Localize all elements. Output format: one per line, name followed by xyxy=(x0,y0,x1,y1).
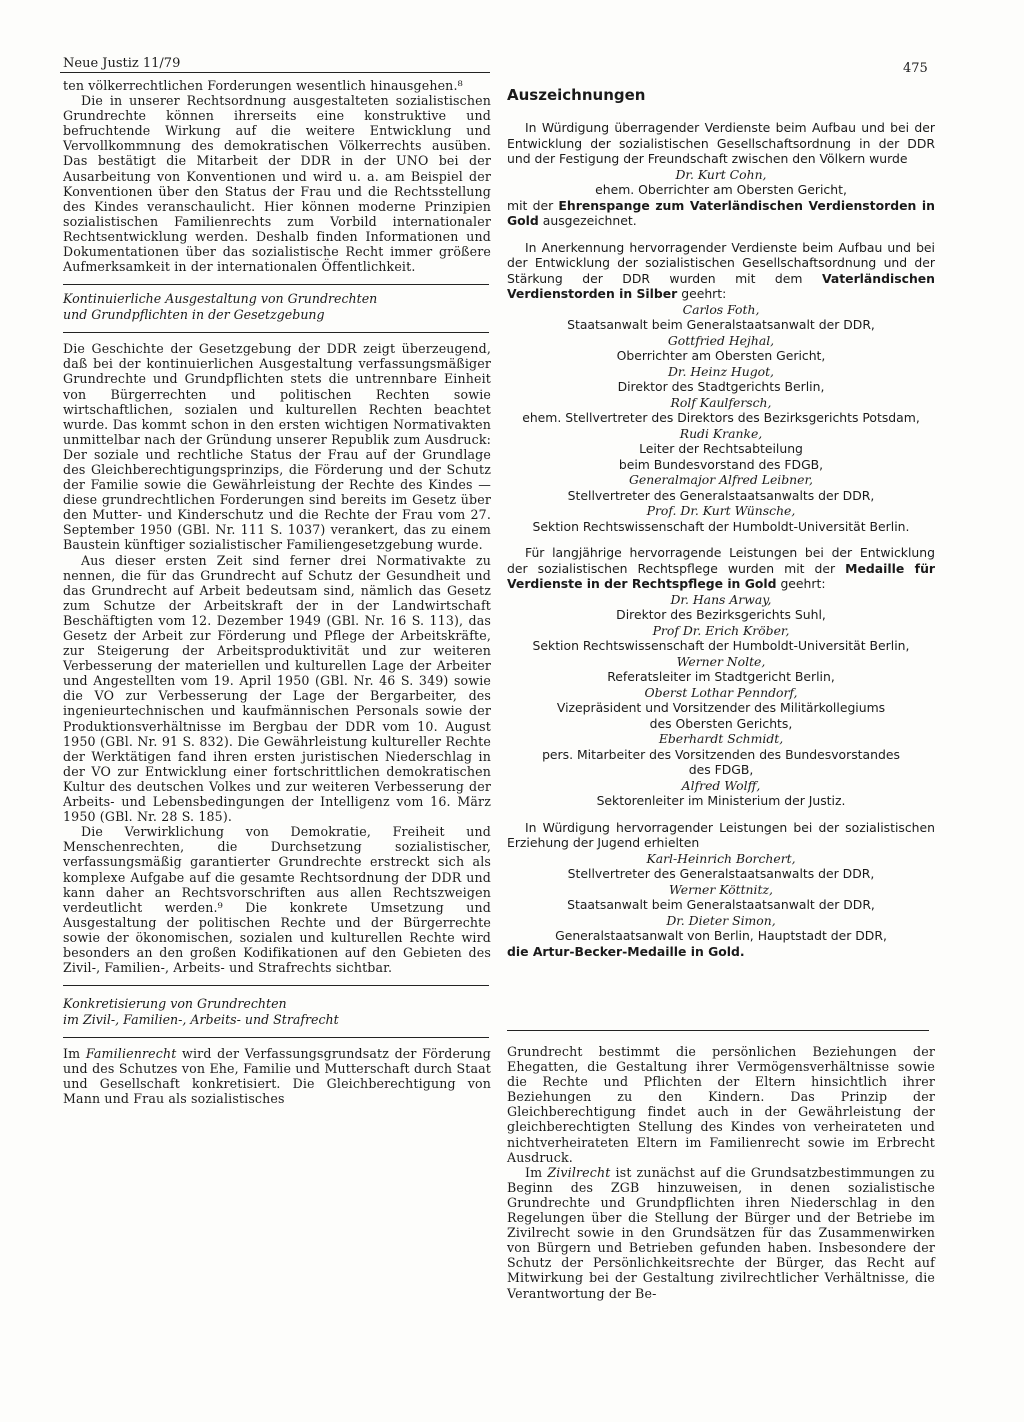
header-rule xyxy=(60,72,490,73)
award-intro: In Würdigung überragender Verdienste beim Aufbau und bei der Entwicklung der sozialistischen Gesellschaftsordnung in der DDR und der Festigung der Freundschaft zwischen den Völkern wurde xyxy=(507,120,935,166)
subheading-line: im Zivil-, Familien-, Arbeits- und Strafrecht xyxy=(63,1011,339,1027)
term-zivilrecht: Zivilrecht xyxy=(547,1164,611,1180)
recipient-role: Staatsanwalt beim Generalstaatsanwalt der DDR, xyxy=(567,897,875,912)
recipient-role: Staatsanwalt beim Generalstaatsanwalt der DDR, xyxy=(567,317,875,332)
journal-header: Neue Justiz 11/79 xyxy=(63,56,181,71)
paragraph: Die Verwirklichung von Demokratie, Freiheit und Menschenrechten, die Durchsetzung sozialistischer, verfassungsmäßig garantierter Grundrechte erstreckt sich als komplexe Aufgabe auf die gesamte Rechtsordnung der DDR und kann daher an Rechtsvorschriften aus allen Rechtszweigen verdeutlicht werden.⁹ Die konkrete Umsetzung und Ausgestaltung der politischen Rechte und der Bürgerrechte sowie der ökonomischen, sozialen und kulturellen Rechte wird besonders an den großen Kodifikationen auf den Gebieten des Zivil-, Familien-, Arbeits- und Strafrechts sichtbar. xyxy=(63,824,491,976)
recipient-role: des Obersten Gerichts, xyxy=(649,715,793,731)
recipient-role: Sektion Rechtswissenschaft der Humboldt-Universität Berlin, xyxy=(532,638,910,653)
paragraph: Die in unserer Rechtsordnung ausgestalteten sozialistischen Grundrechte können ihrerseits eine konstruktive und befruchtende Wirkung auf die weitere Entwicklung und Vervollkommnung des demokratischen Völkerrechts ausüben. Das bestätigt die Mitarbeit der DDR in der UNO bei der Ausarbeitung von Konventionen und wird u. a. am Beispiel der Konventionen über den Status der Frau und die Rechtsstellung des Kindes veranschaulicht. Hier können moderne Prinzipien sozialistischen Familienrechts zum Vorbild internationaler Rechtsentwicklung werden. Deshalb finden Informationen und Dokumentationen über das sozialistische Recht immer größere Aufmerksamkeit in der internationalen Öffentlichkeit. xyxy=(63,93,491,275)
recipient-name: Generalmajor Alfred Leibner, xyxy=(628,472,813,487)
recipient-role: Stellvertreter des Generalstaatsanwalts der DDR, xyxy=(567,866,875,881)
award-name: Dr. Kurt Cohn, xyxy=(675,166,767,182)
recipient-role: Generalstaatsanwalt von Berlin, Hauptstadt der DDR, xyxy=(555,928,887,943)
recipient-role: beim Bundesvorstand des FDGB, xyxy=(618,456,824,472)
section-rule xyxy=(63,1037,489,1038)
recipient-role: Vizepräsident und Vorsitzender des Militärkollegiums xyxy=(556,700,886,715)
recipient-name: Karl-Heinrich Borchert, xyxy=(646,850,796,866)
award-outro: mit der Ehrenspange zum Vaterländischen Verdienstorden in Gold ausgezeichnet. xyxy=(507,197,935,228)
recipient-name: Eberhardt Schmidt, xyxy=(658,731,784,746)
recipient-name: Werner Nolte, xyxy=(676,653,766,669)
section-title: Auszeichnungen xyxy=(507,86,646,104)
recipient-name: Prof Dr. Erich Kröber, xyxy=(652,622,790,638)
recipient-list xyxy=(507,302,935,535)
recipient-role: Sektorenleiter im Ministerium der Justiz. xyxy=(596,793,846,808)
recipient-name: Carlos Foth, xyxy=(682,301,760,317)
paragraph: Im Familienrecht wird der Verfassungsgrundsatz der Förderung und des Schutzes von Ehe, Familie und Mutterschaft durch Staat und Gesellschaft konkretisiert. Die Gleichberechtigung von Mann und Frau als sozialistisches xyxy=(63,1046,491,1107)
section-rule xyxy=(507,1030,929,1031)
award-outro xyxy=(507,944,935,960)
award-intro: Für langjährige hervorragende Leistungen bei der Entwicklung der sozialistischen Rechtspflege wurden mit der Medaille für Verdienste in der Rechtspflege in Gold geehrt: xyxy=(507,545,936,591)
recipient-name: Prof. Dr. Kurt Wünsche, xyxy=(646,503,796,518)
section-rule xyxy=(63,284,489,285)
award-title: Medaille für Verdienste in der Rechtspflege in Gold xyxy=(507,560,936,591)
award-title: Ehrenspange zum Vaterländischen Verdienstorden in Gold xyxy=(507,197,935,228)
recipient-role: Leiter der Rechtsabteilung xyxy=(639,441,803,456)
recipient-name: Oberst Lothar Penndorf, xyxy=(644,684,798,700)
award-role: ehem. Oberrichter am Obersten Gericht, xyxy=(595,182,847,197)
right-column-awards xyxy=(507,120,935,959)
subheading-line: Kontinuierliche Ausgestaltung von Grundrechten xyxy=(63,291,378,307)
recipient-name: Rolf Kaulfersch, xyxy=(670,394,772,410)
section-rule xyxy=(63,985,489,986)
recipient-name: Werner Köttnitz, xyxy=(669,881,773,897)
recipient-name: Rudi Kranke, xyxy=(679,425,763,441)
award-intro: In Anerkennung hervorragender Verdienste beim Aufbau und bei der Entwicklung der sozialistischen Gesellschaftsordnung und der Stärkung der DDR wurden mit dem Vaterländischen Verdienstorden in Silber geehrt: xyxy=(507,239,935,301)
page-number: 475 xyxy=(903,61,928,76)
left-column xyxy=(63,78,491,1107)
recipient-name: Alfred Wolff, xyxy=(681,777,761,793)
recipient-name: Gottfried Hejhal, xyxy=(667,332,775,348)
recipient-name: Dr. Heinz Hugot, xyxy=(667,363,774,379)
recipient-role: Oberrichter am Obersten Gericht, xyxy=(616,348,826,363)
award-title: Vaterländischen Verdienstorden in Silber xyxy=(507,270,935,301)
recipient-role: Stellvertreter des Generalstaatsanwalts der DDR, xyxy=(567,487,875,503)
recipient-list xyxy=(507,592,935,809)
award-title: die Artur-Becker-Medaille in Gold. xyxy=(507,943,745,959)
paragraph: Die Geschichte der Gesetzgebung der DDR zeigt überzeugend, daß bei der kontinuierlichen Ausgestaltung verfassungsmäßiger Grundrechte und Grundpflichten stets die untrennbare Einheit von Bürgerrechten und politischen Rechten sowie wirtschaftlichen, sozialen und kulturellen Rechten beachtet wurde. Das kommt schon in den ersten wichtigen Normativakten unmittelbar nach der Gründung unserer Republik zum Ausdruck: Der soziale und rechtliche Status der Frau auf der Grundlage des Gleichberechtigungsprinzips, die Förderung und der Schutz der Familie sowie die Gewährleistung der Rechte des Kindes — diese grundrechtlichen Forderungen sind bereits im Gesetz über den Mutter- und Kinderschutz und die Rechte der Frau vom 27. September 1950 (GBl. Nr. 111 S. 1037) verankert, das zu einem Baustein künftiger sozialistischer Familiengesetzgebung wurde. xyxy=(63,341,491,553)
paragraph: Grundrecht bestimmt die persönlichen Beziehungen der Ehegatten, die Gestaltung ihrer Vermögensverhältnisse sowie die Rechte und Pflichten der Eltern hinsichtlich ihrer Beziehungen zu den Kindern. Das Prinzip der Gleichberechtigung findet auch in der Gewährleistung der gleichberechtigten Stellung des Kindes von verheirateten und nichtverheirateten Eltern im Familienrecht sowie im Erbrecht Ausdruck. xyxy=(507,1044,935,1165)
section-rule xyxy=(63,332,489,333)
recipient-role: Referatsleiter im Stadtgericht Berlin, xyxy=(607,669,835,684)
subheading-line: und Grundpflichten in der Gesetzgebung xyxy=(63,306,325,322)
paragraph: Im Zivilrecht ist zunächst auf die Grundsatzbestimmungen zu Beginn des ZGB hinzuweisen, in denen sozialistische Grundrechte und Grundpflichten ihren Niederschlag in den Regelungen über die Stellung der Bürger und der Betriebe im Zivilrecht sowie in den Grundsätzen für das Zusammenwirken von Bürgern und Betrieben gefunden haben. Insbesondere der Schutz der Persönlichkeitsrechte der Bürger, das Recht auf Mitwirkung bei der Gestaltung zivilrechtlicher Verhältnisse, die Verantwortung der Be- xyxy=(507,1164,936,1301)
paragraph: Aus dieser ersten Zeit sind ferner drei Normativakte zu nennen, die für das Grundrecht auf Schutz der Gesundheit und das Grundrecht auf Arbeit bedeutsam sind, nämlich das Gesetz zum Schutze der Arbeitskraft der in der Landwirtschaft Beschäftigten vom 12. Dezember 1949 (GBl. Nr. 16 S. 113), das Gesetz der Arbeit zur Förderung und Pflege der Arbeitskräfte, zur Steigerung der Arbeitsproduktivität und zur weiteren Verbesserung der materiellen und kulturellen Lage der Arbeiter und Angestellten vom 19. April 1950 (GBl. Nr. 46 S. 349) sowie die VO zur Verbesserung der Lage der Bergarbeiter, des ingenieurtechnischen und kaufmännischen Personals sowie der Produktionsverhältnisse im Bergbau der DDR vom 10. August 1950 (GBl. Nr. 91 S. 832). Die Gewährleistung kultureller Rechte der Werktätigen fand ihren ersten juristischen Niederschlag in der VO zur Entwicklung einer fortschrittlichen demokratischen Kultur des deutschen Volkes und zur weiteren Verbesserung der Arbeits- und Lebensbedingungen der Intelligenz vom 16. März 1950 (GBl. Nr. 28 S. 185). xyxy=(63,552,491,825)
term-familienrecht: Familienrecht xyxy=(85,1046,177,1062)
right-column-continuation xyxy=(507,1044,935,1301)
recipient-list xyxy=(507,851,935,944)
recipient-name: Dr. Dieter Simon, xyxy=(666,912,776,928)
recipient-role: pers. Mitarbeiter des Vorsitzenden des Bundesvorstandes xyxy=(542,746,900,762)
recipient-role: ehem. Stellvertreter des Direktors des Bezirksgerichts Potsdam, xyxy=(522,410,920,425)
recipient-role: des FDGB, xyxy=(688,762,754,777)
subheading-line: Konkretisierung von Grundrechten xyxy=(63,996,287,1012)
recipient-role: Direktor des Stadtgerichts Berlin, xyxy=(617,379,825,394)
award-intro: In Würdigung hervorragender Leistungen bei der sozialistischen Erziehung der Jugend erhielten xyxy=(507,819,935,850)
recipient-role: Sektion Rechtswissenschaft der Humboldt-Universität Berlin. xyxy=(532,518,910,534)
paragraph: ten völkerrechtlichen Forderungen wesentlich hinausgehen.⁸ xyxy=(63,78,463,93)
recipient-role: Direktor des Bezirksgerichts Suhl, xyxy=(616,607,826,622)
recipient-name: Dr. Hans Arway, xyxy=(670,591,772,607)
